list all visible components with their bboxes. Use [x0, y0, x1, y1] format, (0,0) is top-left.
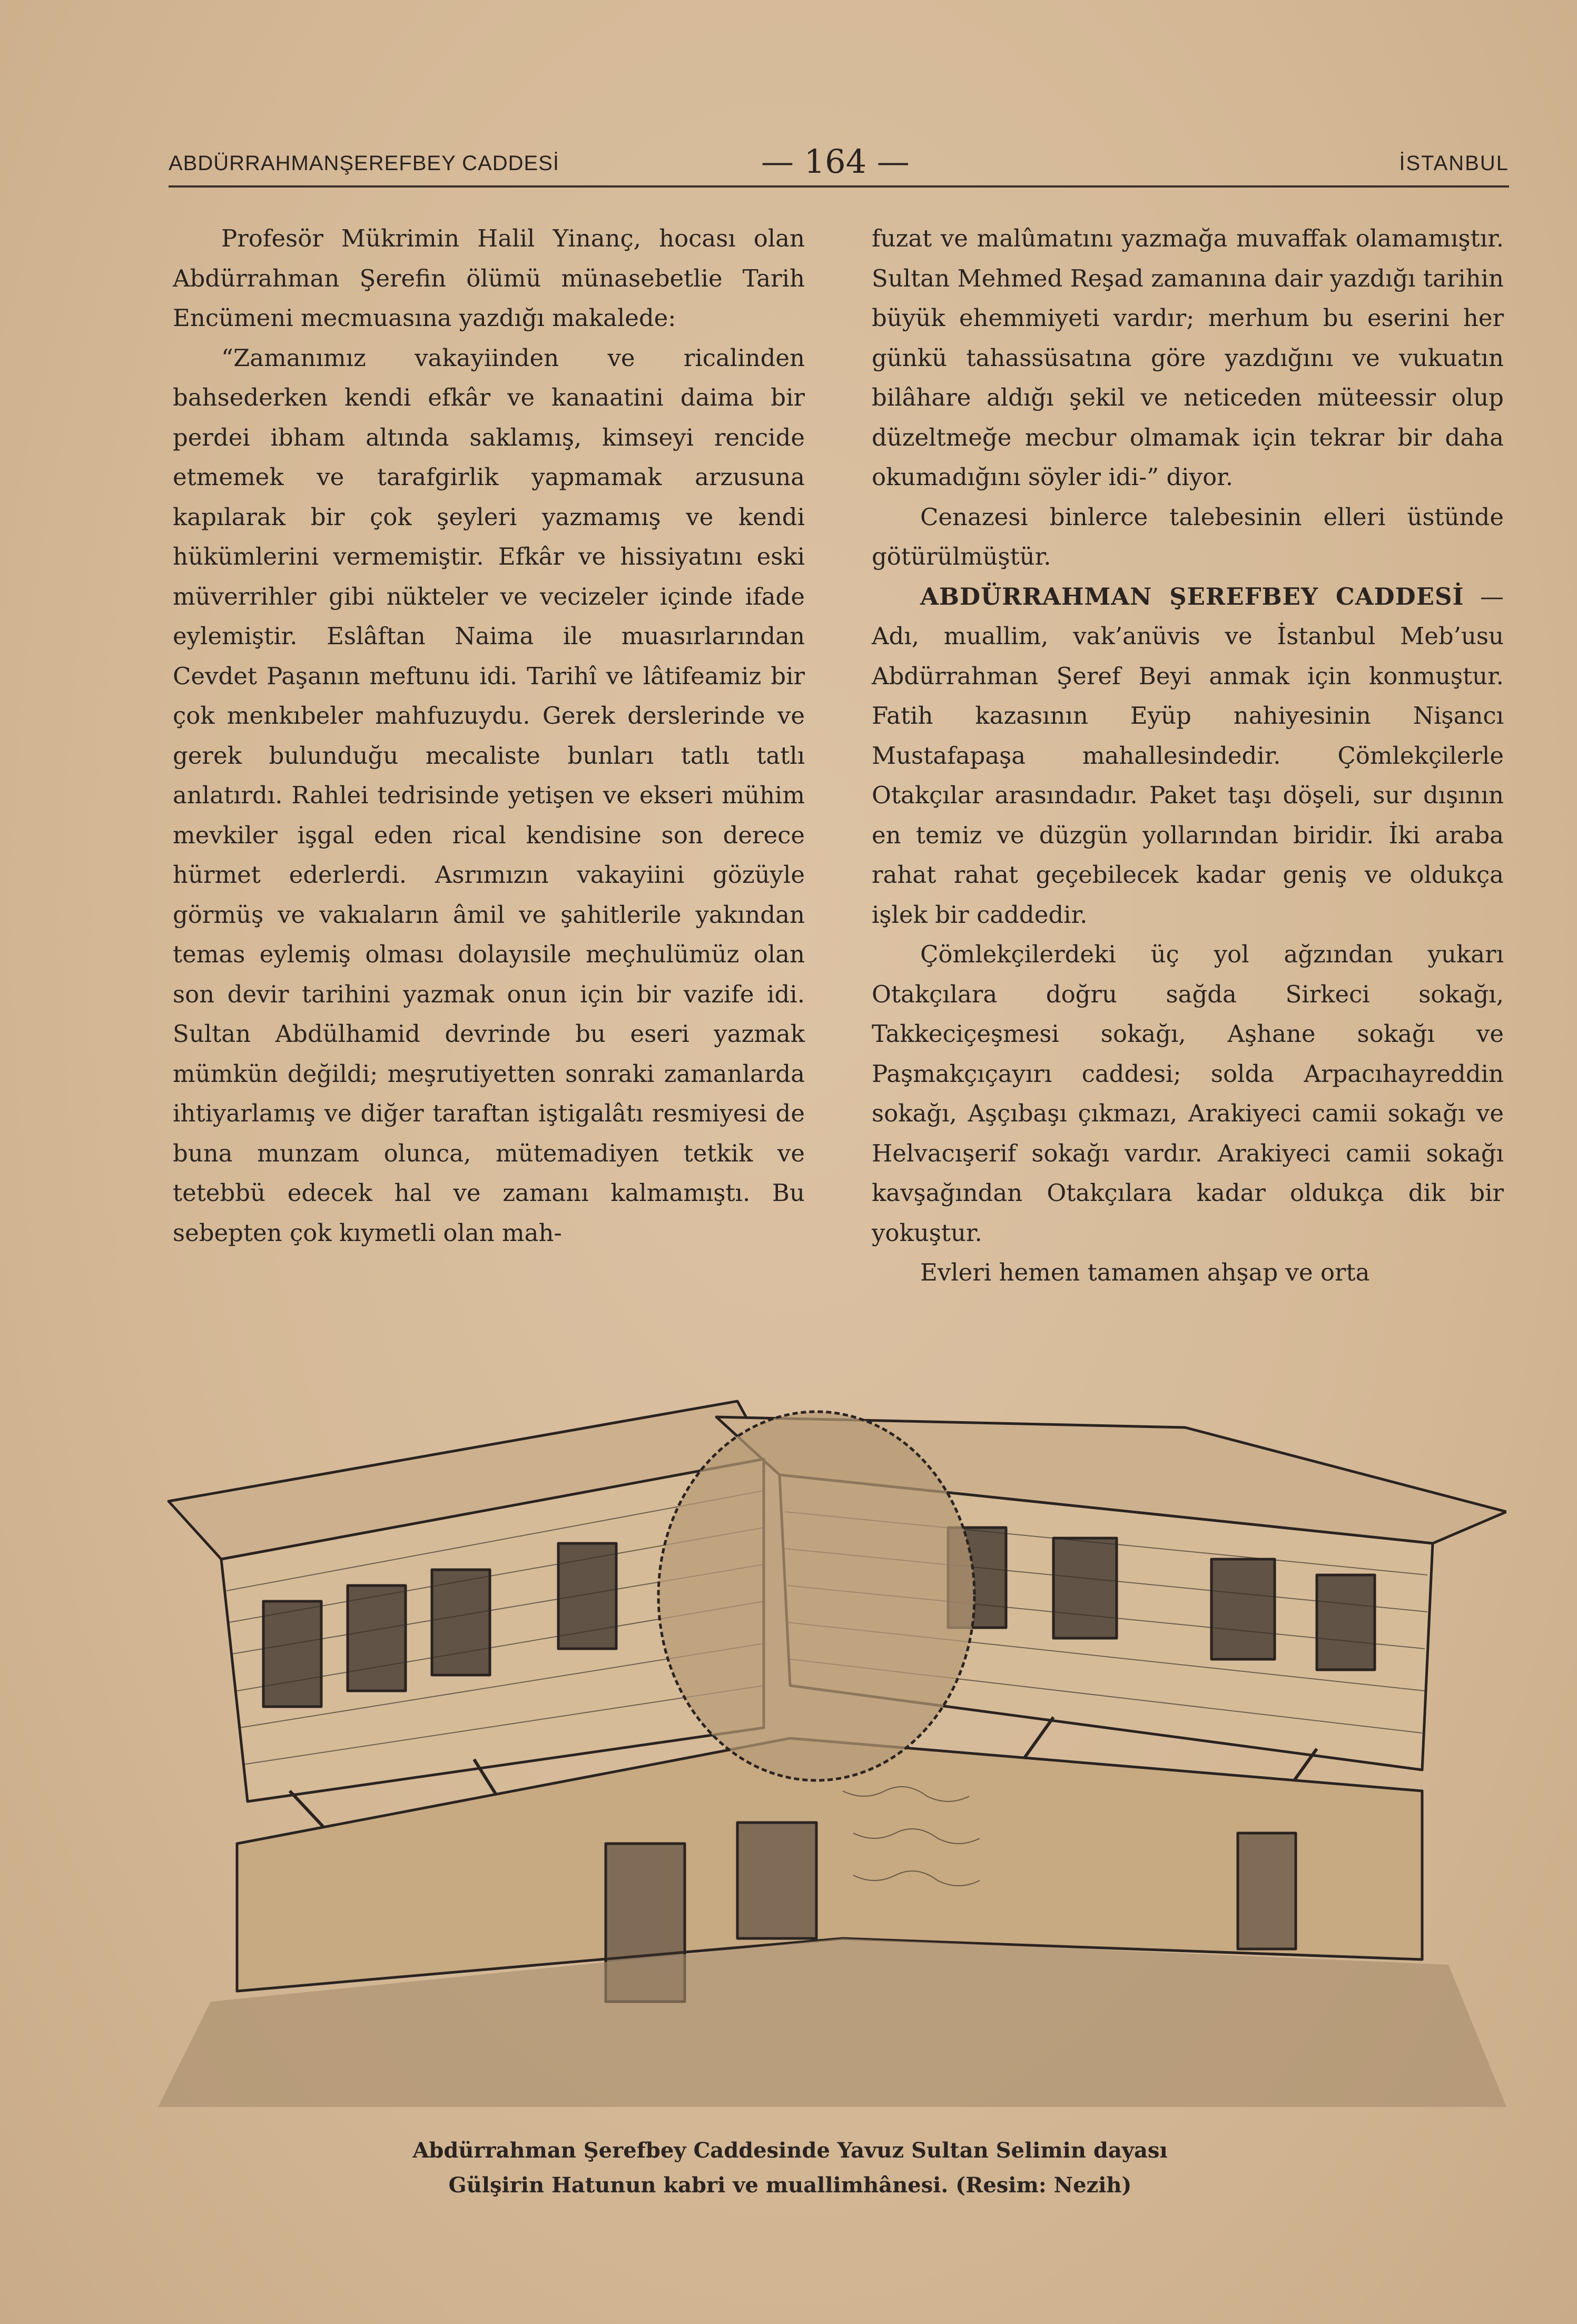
header-rule	[169, 185, 1509, 188]
caption-line: Gülşirin Hatunun kabri ve muallimhânesi. (Resim: Nezih)	[448, 2173, 1132, 2198]
paragraph: Evleri hemen tamamen ahşap ve orta	[920, 1258, 1370, 1286]
entry-body: — Adı, muallim, vak’anüvis ve İstanbul Meb’usu Abdürrahman Şeref Beyi anmak için konmuştur. Fatih kazasının Eyüp nahiyesinin Nişancı Mustafapaşa mahallesindedir. Çömlekçilerle Otakçılar arasındadır. Paket taşı döşeli, sur dışının en temiz ve düzgün yollarından biridir. İki araba rahat rahat geçebilecek kadar geniş ve oldukça işlek bir caddedir.	[872, 582, 1504, 929]
running-section: İSTANBUL	[1399, 152, 1509, 175]
paragraph: fuzat ve malûmatını yazmağa muvaffak olamamıştır. Sultan Mehmed Reşad zamanına dair yazdığı tarihin büyük ehemmiyeti vardır; merhum bu eserini her günkü tahassüsatına göre yazdığını ve vukuatın bilâhare aldığı şekil ve neticeden müteessir olup düzeltmeğe mecbur olmamak için tekrar bir daha okumadığını söyler idi-” diyor.	[872, 224, 1504, 491]
right-column	[872, 219, 1504, 1293]
page-number: — 164 —	[761, 142, 910, 181]
paragraph: Cenazesi binlerce talebesinin elleri üstünde götürülmüştür.	[872, 503, 1504, 570]
quote-paragraph: “Zamanımız vakayiinden ve ricalinden bahsederken kendi efkâr ve kanaatini daima bir perdei ibham altında saklamış, kimseyi rencide etmemek ve tarafgirlik yapmamak arzusuna kapılarak bir çok şeyleri yazmamış ve kendi hükümlerini vermemiştir. Efkâr ve hissiyatını eski müverrihler gibi nükteler ve vecizeler içinde ifade eylemiştir. Eslâftan Naima ile muasırlarından Cevdet Paşanın meftunu idi. Tarihî ve lâtifeamiz bir çok menkıbeler mahfuzuydu. Gerek derslerinde ve gerek bulunduğu mecaliste bunları tatlı tatlı anlatırdı. Rahlei tedrisinde yetişen ve ekseri mühim mevkiler işgal eden rical kendisine son derece hürmet ederlerdi. Asrımızın vakayiini gözüyle görmüş ve vakıaların âmil ve şahitlerile yakından temas eylemiş olması dolayısile meçhulümüz olan son devir tarihini yazmak onun için bir vazife idi. Sultan Abdülhamid devrinde bu eseri yazmak mümkün değildi; meşrutiyetten sonraki zamanlarda ihtiyarlamış ve diğer taraftan iştigalâtı resmiyesi de buna munzam olunca, mütemadiyen tetkik ve tetebbü edecek hal ve zamanı kalmamıştı. Bu sebepten çok kıymetli olan mah-	[173, 343, 805, 1247]
running-title: ABDÜRRAHMANŞEREFBEY CADDESİ	[169, 152, 559, 175]
left-column	[173, 219, 805, 1253]
entry-title: ABDÜRRAHMAN ŞEREFBEY CADDESİ	[920, 582, 1464, 610]
paragraph: Çömlekçilerdeki üç yol ağzından yukarı Otakçılara doğru sağda Sirkeci sokağı, Takkeciçeşmesi sokağı, Aşhane sokağı ve Paşmakçıçayırı caddesi; solda Arpacıhayreddin sokağı, Aşçıbaşı çıkmazı, Arakiyeci camii sokağı ve Helvacışerif sokağı vardır. Arakiyeci camii sokağı kavşağından Otakçılara kadar oldukça dik bir yokuştur.	[872, 940, 1504, 1247]
figure-caption	[211, 2133, 1369, 2203]
paragraph: Profesör Mükrimin Halil Yinanç, hocası olan Abdürrahman Şerefin ölümü münasebetlie Tarih Encümeni mecmuasına yazdığı makalede:	[173, 224, 805, 332]
page-header	[169, 141, 1509, 183]
house-illustration	[158, 1370, 1506, 2118]
entry-paragraph	[872, 577, 1504, 935]
caption-line: Abdürrahman Şerefbey Caddesinde Yavuz Sultan Selimin dayası	[412, 2138, 1168, 2163]
